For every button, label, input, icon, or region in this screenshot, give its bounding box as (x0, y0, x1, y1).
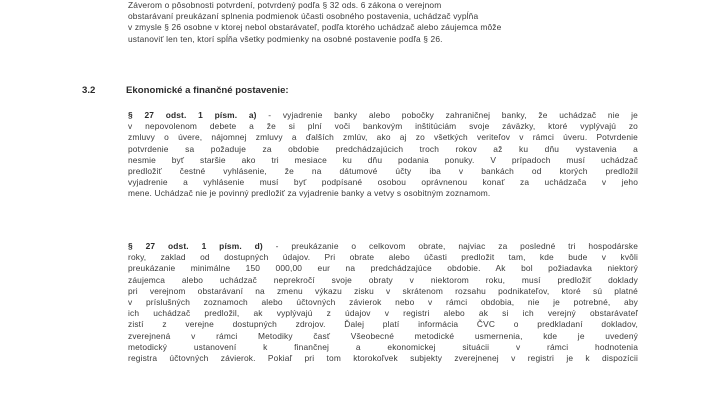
section-title: Ekonomické a finančné postavenie: (126, 85, 289, 96)
text-line: obstarávaní preukázaní splnenia podmienok účasti osobného postavenia, uchádzač vypĺňa (128, 11, 479, 22)
text-line: mene. Uchádzač nie je povinný predložiť za vyjadrenie banky a vetvy s osobitným zoznamom. (128, 188, 491, 199)
text-line: registra účtovných závierok. Pokiaľ pri tom ktorokoľvek subjekty zverejnenej v registri je k dispozícii (128, 353, 638, 364)
paragraph-financial-statement (128, 110, 638, 200)
text-line: preukázanie minimálne 150 000,00 eur na predchádzajúce obdobie. Ak bol požiadavka niektorý (128, 263, 638, 274)
text-line: záujemca alebo uchádzač neprekročí svoje obraty v niektorom roku, musí predložiť doklady (128, 274, 638, 285)
paragraph-turnover (128, 241, 638, 364)
text-line: § 27 odst. 1 písm. d) - preukázanie o celkovom obrate, najviac za posledné tri hospodárske (128, 241, 638, 251)
text-line: metodický ustanovení k finančnej a ekonomickej situácii v rámci hodnotenia (128, 341, 638, 352)
text-line: v zmysle § 26 osobne v ktorej nebol obstarávateľ, podľa ktorého uchádzač alebo záujemca môže (128, 22, 502, 33)
text-line: zmluvy o úvere, nájomnej zmluvy a ďalších zmlúv, ako aj zo všetkých veriteľov v rámci úveru. Potvrdenie (128, 132, 638, 143)
text-line: v nepovolenom debete a že si plní voči bankovým inštitúciám svoje záväzky, ktoré vyplývajú zo (128, 121, 638, 132)
text-line: zverejnená v rámci Metodiky časť Všeobecné metodické usmernenia, kde je uvedený (128, 330, 638, 341)
text-line: ich uchádzač predložil, ak vyplývajú z údajov v registri alebo ak si ich verejný obstarávateľ (128, 308, 638, 319)
text-line: potvrdenie sa požaduje za obdobie predchádzajúcich troch rokov až ku dňu vystavenia a (128, 143, 638, 154)
text-line: pri verejnom obstarávaní na zmenu výkazu zisku v skrátenom rozsahu podnikateľov, ktoré sú platné (128, 285, 638, 296)
section-number: 3.2 (82, 85, 96, 96)
text-line: Záverom o pôsobnosti potvrdení, potvrdený podľa § 32 ods. 6 zákona o verejnom (128, 0, 442, 10)
text-line: zistí z verejne dostupných zdrojov. Ďalej platí informácia ČVC o predkladaní dokladov, (128, 319, 638, 330)
text-line: vyjadrenie a vyhlásenie musí byť podpísané osobou oprávnenou konať za uchádzača v jeho (128, 177, 638, 188)
legal-reference: § 27 odst. 1 písm. d) (128, 241, 263, 251)
text-line: ustanoviť len ten, ktorí spĺňa všetky podmienky na osobné postavenie podľa § 26. (128, 33, 443, 44)
text-line: nesmie byť staršie ako tri mesiace ku dňu podania ponuky. V prípadoch musí uchádzač (128, 154, 638, 165)
legal-reference: § 27 odst. 1 písm. a) (128, 110, 257, 120)
text-line: roky, zaklad od dostupných údajov. Pri obrate alebo účasti predložit tam, kde bude v kvôli (128, 252, 638, 263)
text-line: § 27 odst. 1 písm. a) - vyjadrenie banky alebo pobočky zahraničnej banky, že uchádzač nie je (128, 110, 638, 120)
text-line: v príslušných zoznamoch alebo účtovných závierok nebo v rámci obdobia, nie je potrebné, aby (128, 297, 638, 308)
section-heading (82, 85, 642, 96)
text-line: predložiť čestné vyhlásenie, že na dátumové účty iba v bankách od ktorých predložil (128, 166, 638, 177)
intro-paragraph (128, 0, 648, 45)
